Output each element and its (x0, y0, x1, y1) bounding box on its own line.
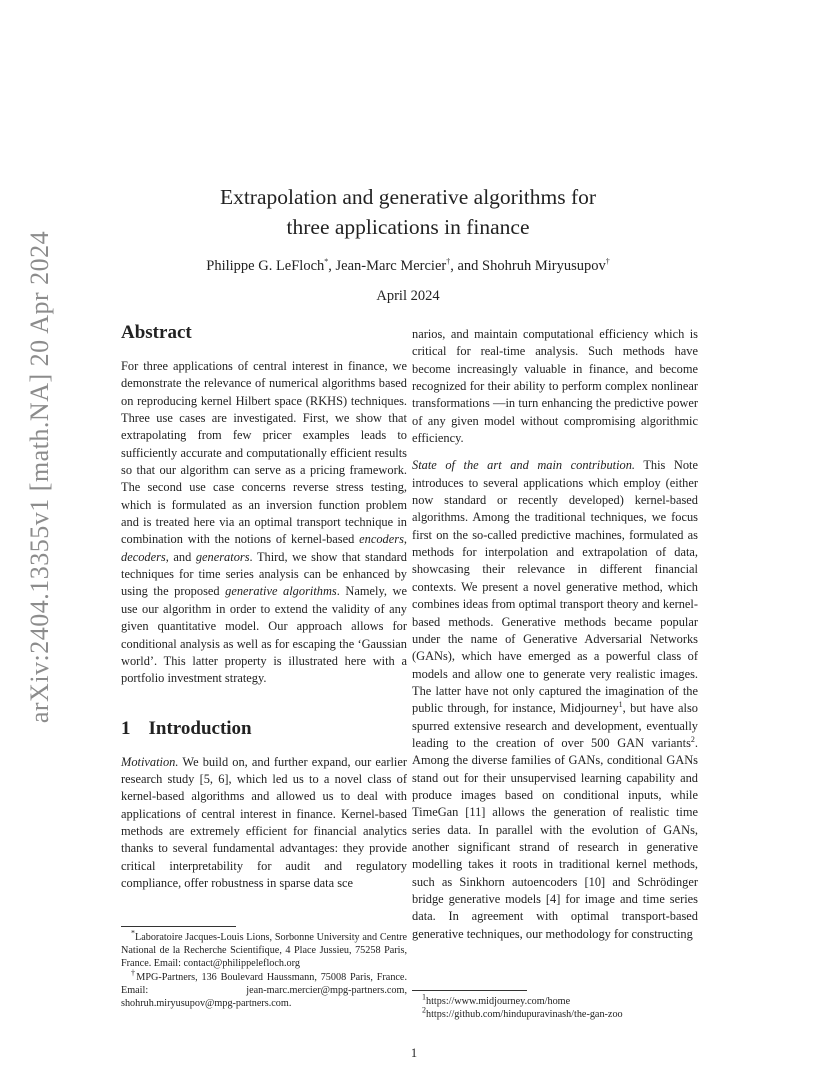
footnote-text: MPG-Partners, 136 Boulevard Haussmann, 75008 Paris, France. Email: jean-marc.mercier@mpg-partners.com, shohruh.miryusupov@mpg-partners.com. (121, 971, 407, 1010)
author-separator-1: , (328, 258, 336, 274)
footnote-mark: † (131, 968, 137, 978)
author-list (120, 258, 696, 275)
author-3: Shohruh Miryusupov (482, 258, 606, 274)
section-number: 1 (121, 717, 131, 739)
footnote-affiliation-1 (121, 928, 407, 971)
abstract-text-part: . Third, we show that standard techniques for time series analysis can be enhanced by using the proposed (121, 549, 407, 599)
footnote-ref-1: 1 (618, 700, 623, 710)
footnote-rule (412, 990, 527, 991)
abstract-text-part: For three applications of central interest in finance, we demonstrate the relevance of numerical algorithms based on reproducing kernel Hilbert space (RKHS) techniques. Three use cases are investigated. First, we show that extrapolating from few pricer examples leads to sufficiently accurate and computationally efficient results so that our algorithm can serve as a pricing framework. The second use case concerns reverse stress testing, which is formulated as an inversion function problem and is treated here via an optimal transport technique in combination with the notions of kernel-based (121, 359, 407, 547)
left-column (121, 322, 407, 892)
abstract-emphasis-generative-algorithms: generative algorithms (225, 584, 337, 599)
right-column (412, 326, 698, 943)
author-1: Philippe G. LeFloch (206, 258, 325, 274)
arxiv-identifier (8, 230, 72, 724)
paper-title (120, 182, 696, 242)
state-of-art-text: , but have also spurred extensive research and development, eventually leading to the creation of over 500 GAN variants (412, 701, 699, 750)
state-of-art-label: State of the art and main contribution. (412, 458, 636, 473)
intro-continued-paragraph: narios, and maintain computational efficiency which is critical for real-time analysis. Such methods have become increasingly valuable in finance, and become recognized for their ability to perform complex nonlinear transformations —in turn enhancing the predictive power of any given model without compromising algorithmic efficiency. (412, 327, 698, 446)
abstract-text-part: . Namely, we use our algorithm in order to extend the validity of any given quantitative model. Our approach allows for conditional analysis as well as for escaping the ‘Gaussian world’. This latter property is illustrated here with a portfolio investment strategy. (121, 584, 407, 686)
title-line-1: Extrapolation and generative algorithms for (219, 185, 597, 209)
author-2: Jean-Marc Mercier (335, 258, 447, 274)
motivation-label: Motivation. (121, 754, 179, 769)
footnote-ref-2: 2 (690, 734, 695, 744)
abstract-emphasis-encoders: encoders (359, 532, 404, 547)
footnote-url-2 (412, 1005, 712, 1021)
author-separator-2: , and (450, 258, 483, 274)
motivation-text: We build on, and further expand, our earlier research study [5, 6], which led us to a novel class of kernel-based algorithms and allowed us to deal with applications of central interest in finance. Kernel-based methods are extremely efficient for financial analytics thanks to several fundamental advantages: they provide critical interpretability for audit and regulatory compliance, offer robustness in sparse data sce (121, 754, 407, 890)
footnote-affiliation-2 (121, 968, 407, 1011)
author-1-mark: * (324, 257, 329, 267)
state-of-art-text: . Among the diverse families of GANs, conditional GANs stand out for their unsupervised learning capability and produce images based on conditional inputs, while TimeGan [11] allows the generation of realistic time series data. In parallel with the evolution of GANs, another significant strand of research in generative modelling takes it roots in traditional kernel methods, such as Sinkhorn autoencoders [10] and Schrödinger bridge generative models [4] for image and time series data. In agreement with optimal transport-based generative techniques, our methodology for constructing (412, 735, 698, 941)
abstract-text-part: , (403, 532, 407, 547)
abstract-text (121, 358, 407, 688)
title-line-2: three applications in finance (286, 215, 530, 239)
footnote-url-1 (412, 992, 712, 1008)
abstract-emphasis-decoders: decoders (121, 549, 166, 564)
section-heading-introduction (121, 718, 407, 740)
section-title: Introduction (148, 717, 252, 739)
footnote-mark: 2 (422, 1005, 426, 1015)
abstract-heading: Abstract (121, 322, 192, 343)
footnote-text: Laboratoire Jacques-Louis Lions, Sorbonne University and Centre National de la Recherche Scientifique, 4 Place Jussieu, 75258 Paris, France. Email: contact@philippelefloch.org (121, 932, 407, 970)
footnote-rule (121, 926, 236, 927)
state-of-art-text: This Note introduces to several applications which employ (either now standard or recently developed) kernel-based algorithms. Among the traditional techniques, we focus first on the so-called predictive machines, formulated as methods for interpolation and extrapolation of data, showcasing their relevance in different financial contexts. We present a novel generative method, which combines ideas from optimal transport theory and kernel-based methods. Generative methods became popular under the name of Generative Adversarial Networks (GANs), which have emerged as a powerful class of models and allow one to generate very realistic images. The latter have not only captured the imagination of the public through, for instance, Midjourney (412, 458, 698, 716)
author-2-mark: † (446, 257, 451, 267)
author-3-mark: † (605, 257, 610, 267)
footnote-link: https://www.midjourney.com/home (426, 996, 571, 1007)
abstract-text-part: , and (165, 549, 196, 564)
state-of-art-paragraph (412, 457, 698, 943)
page-number: 1 (410, 1046, 418, 1060)
paper-date: April 2024 (376, 288, 440, 304)
footnote-link: https://github.com/hindupuravinash/the-gan-zoo (426, 1009, 623, 1021)
affiliation-footnotes (121, 926, 407, 1010)
footnote-mark: * (131, 928, 135, 938)
footnote-mark: 1 (422, 992, 426, 1002)
url-footnotes (412, 990, 712, 1021)
motivation-paragraph (121, 754, 407, 893)
arxiv-identifier-text: arXiv:2404.13355v1 [math.NA] 20 Apr 2024 (25, 230, 54, 724)
abstract-emphasis-generators: generators (195, 549, 250, 564)
